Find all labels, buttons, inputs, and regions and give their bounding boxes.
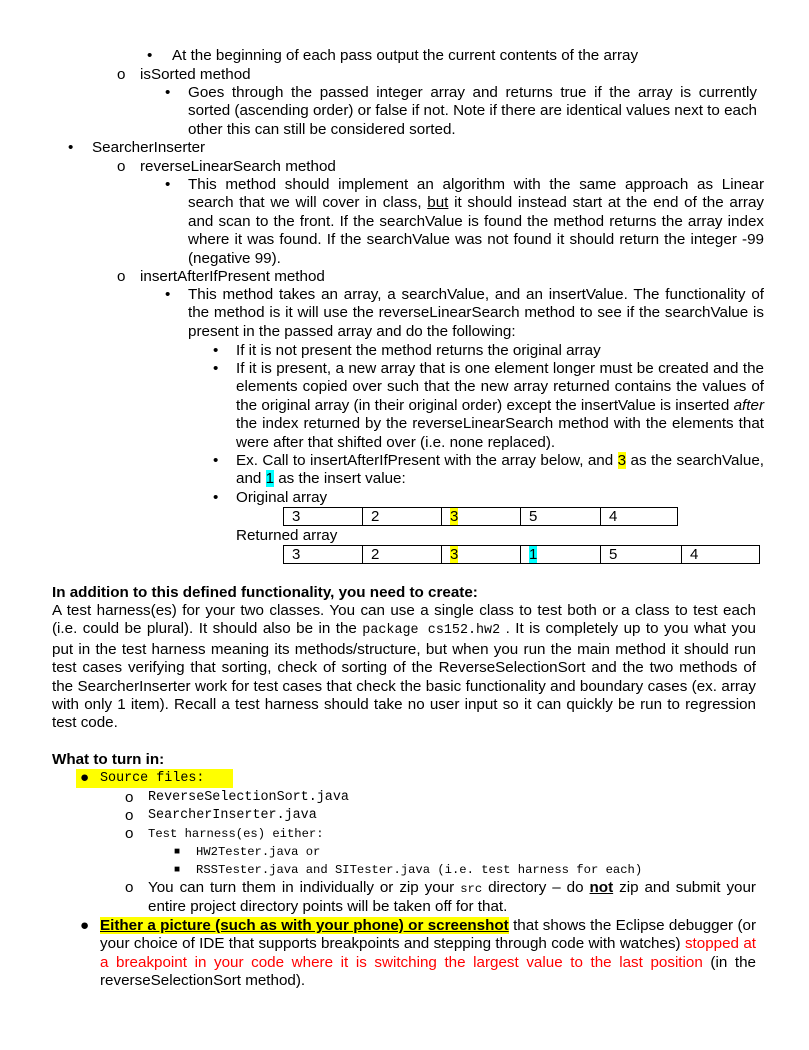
bullet: • bbox=[68, 139, 74, 156]
original-array-table bbox=[283, 507, 678, 526]
addition-paragraph: A test harness(es) for your two classes. You can use a single class to test both or a class to test each (i.e. could be plural). It should also be in the package cs152.hw2 . It is completely up to you what you put in the test harness meaning its methods/structure, but when you run the main method it should run test cases verifying that sorting, check of sorting of the ReverseSelectionSort and the two methods of the SearcherInserter work for test cases that check the basic functionality and boundary cases (ex. array with only 1 item). Recall a test harness should take no user input so it can quickly be run to regression test code. bbox=[52, 602, 756, 732]
file-item: Test harness(es) either: bbox=[148, 827, 324, 841]
array-cell: 3 bbox=[284, 508, 363, 526]
searcher-title: SearcherInserter bbox=[92, 139, 206, 156]
array-cell: 3 bbox=[284, 546, 363, 564]
bullet-o: o bbox=[125, 789, 134, 806]
array-cell: 4 bbox=[682, 546, 760, 564]
original-array-label: Original array bbox=[236, 489, 328, 506]
file-subitem: RSSTester.java and SITester.java (i.e. test harness for each) bbox=[196, 863, 643, 877]
array-cell: 2 bbox=[363, 508, 442, 526]
each-pass-item: At the beginning of each pass output the current contents of the array bbox=[172, 47, 639, 64]
addition-heading: In addition to this defined functionality, you need to create: bbox=[52, 584, 478, 601]
iaip-desc: This method takes an array, a searchValue, and an insertValue. The functionality of the method is it will use the reverseLinearSearch method to see if the searchValue is present in the passed array and do the following: bbox=[188, 286, 764, 340]
bullet-o: o bbox=[125, 807, 134, 824]
rls-title: reverseLinearSearch method bbox=[140, 158, 336, 175]
bullet: • bbox=[147, 47, 153, 64]
array-cell: 1 bbox=[521, 546, 601, 564]
file-item: SearcherInserter.java bbox=[148, 808, 317, 823]
returned-array-label: Returned array bbox=[236, 527, 338, 544]
bullet-o: o bbox=[117, 158, 126, 175]
array-cell: 5 bbox=[521, 508, 601, 526]
bullet: • bbox=[165, 286, 171, 303]
bullet-square: ■ bbox=[174, 864, 181, 875]
array-cell: 3 bbox=[442, 546, 521, 564]
bullet-filled: ● bbox=[80, 769, 90, 786]
turn-in-heading: What to turn in: bbox=[52, 751, 165, 768]
not-present-item: If it is not present the method returns the original array bbox=[236, 342, 601, 359]
source-files-item bbox=[76, 769, 233, 788]
bullet: • bbox=[213, 342, 219, 359]
bullet-filled: ● bbox=[80, 917, 90, 934]
bullet-o: o bbox=[117, 66, 126, 83]
bullet-o: o bbox=[125, 879, 134, 896]
file-subitem: HW2Tester.java or bbox=[196, 845, 321, 859]
array-cell: 4 bbox=[601, 508, 678, 526]
issorted-desc: Goes through the passed integer array and returns true if the array is currently sorted (ascending order) or false if not. Note if there are identical values next to each other this can still be considered sorted. bbox=[188, 84, 757, 138]
individual-item: You can turn them in individually or zip your src directory – do not zip and submit your entire project directory points will be taken off for that. bbox=[148, 879, 756, 916]
bullet-o: o bbox=[125, 825, 134, 842]
array-cell: 5 bbox=[601, 546, 682, 564]
array-cell: 2 bbox=[363, 546, 442, 564]
bullet: • bbox=[213, 452, 219, 469]
present-item: If it is present, a new array that is one element longer must be created and the elements copied over such that the new array returned contains the values of the original array (in their original order) except the insertValue is inserted after the index returned by the reverseLinearSearch method with the elements that were after that shifted over (i.e. none replaced). bbox=[236, 360, 764, 451]
picture-item: Either a picture (such as with your phone) or screenshot that shows the Eclipse debugger (or your choice of IDE that supports breakpoints and stepping through code with watches) stopped at a breakpoint in your code where it is switching the largest value to the last position (in the reverseSelectionSort method). bbox=[100, 917, 757, 990]
rls-desc: This method should implement an algorithm with the same approach as Linear search that we will cover in class, but it should instead start at the end of the array and scan to the front. If the searchValue is found the method returns the array index where it was found. If the searchValue was not found it should return the integer -99 (negative 99). bbox=[188, 176, 764, 267]
source-files-label: Source files: bbox=[100, 771, 205, 786]
file-item: ReverseSelectionSort.java bbox=[148, 790, 349, 805]
iaip-title: insertAfterIfPresent method bbox=[140, 268, 325, 285]
bullet: • bbox=[165, 176, 171, 193]
bullet: • bbox=[165, 84, 171, 101]
bullet: • bbox=[213, 360, 219, 377]
array-cell: 3 bbox=[442, 508, 521, 526]
bullet-square: ■ bbox=[174, 846, 181, 857]
bullet-o: o bbox=[117, 268, 126, 285]
issorted-title: isSorted method bbox=[140, 66, 251, 83]
example-item: Ex. Call to insertAfterIfPresent with the array below, and 3 as the searchValue, and 1 as the insert value: bbox=[236, 452, 764, 488]
returned-array-table bbox=[283, 545, 760, 564]
bullet: • bbox=[213, 489, 219, 506]
